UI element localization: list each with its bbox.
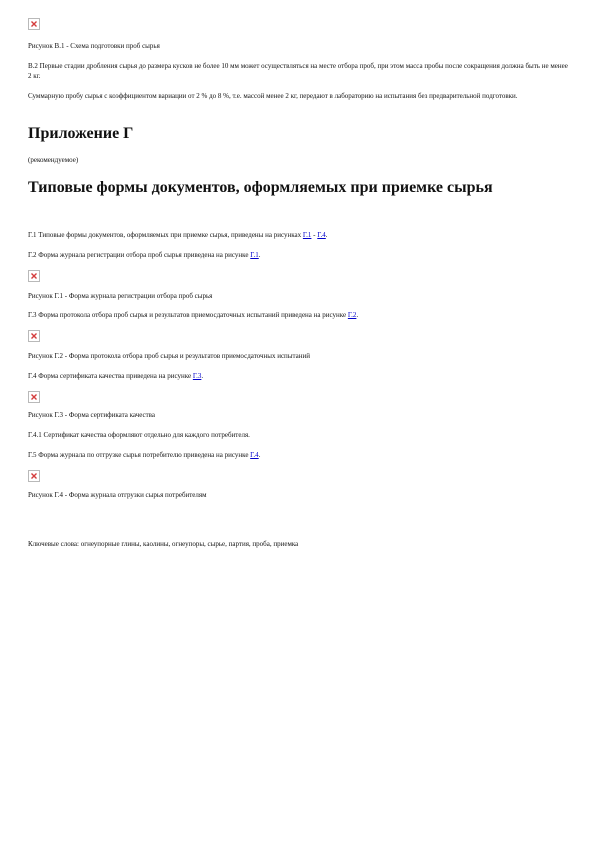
- paragraph-g4: [28, 371, 203, 381]
- link-figure-g4[interactable]: Г.4: [317, 231, 326, 239]
- paragraph-sample: Суммарную пробу сырья с коэффициентом вариации от 2 % до 8 %, т.е. массой менее 2 кг, передают в лабораторию на испытания без предварительной подготовки.: [28, 92, 518, 100]
- paragraph-g1-text: Г.1 Типовые формы документов, оформляемых при приемке сырья, приведены на рисунках: [28, 231, 303, 239]
- broken-image-icon: [28, 270, 40, 282]
- appendix-note: (рекомендуемое): [28, 156, 79, 164]
- broken-image-icon: [28, 391, 40, 403]
- figure-caption-b1: Рисунок В.1 - Схема подготовки проб сырья: [28, 42, 160, 50]
- figure-caption-g2: Рисунок Г.2 - Форма протокола отбора проб сырья и результатов приемосдаточных испытаний: [28, 352, 310, 360]
- link-figure-g2[interactable]: Г.2: [347, 311, 357, 319]
- paragraph-g2-text: Г.2 Форма журнала регистрации отбора проб сырья приведена на рисунке: [28, 251, 251, 259]
- paragraph-g4-end: .: [201, 372, 204, 380]
- figure-caption-g4: Рисунок Г.4 - Форма журнала отгрузки сырья потребителям: [28, 491, 207, 499]
- section-title: Типовые формы документов, оформляемых при приемке сырья: [28, 179, 493, 196]
- broken-image-icon: [28, 470, 40, 482]
- figure-caption-g1: Рисунок Г.1 - Форма журнала регистрации отбора проб сырья: [28, 292, 213, 300]
- paragraph-g1-dash: -: [311, 231, 318, 239]
- paragraph-g1-end: .: [325, 231, 328, 239]
- paragraph-g4-text: Г.4 Форма сертификата качества приведена на рисунке: [28, 372, 193, 380]
- paragraph-g2-end: .: [258, 251, 261, 259]
- broken-image-icon: [28, 18, 40, 30]
- link-figure-g4-b[interactable]: Г.4: [250, 451, 259, 459]
- link-figure-g1[interactable]: Г.1: [302, 231, 312, 239]
- appendix-title: Приложение Г: [28, 125, 134, 142]
- figure-caption-g3: Рисунок Г.3 - Форма сертификата качества: [28, 411, 155, 419]
- paragraph-g3: [28, 310, 358, 320]
- paragraph-g1: [28, 230, 328, 240]
- paragraph-g3-text: Г.3 Форма протокола отбора проб сырья и результатов приемосдаточных испытаний приведена на рисунке: [28, 311, 348, 319]
- link-figure-g1-b[interactable]: Г.1: [250, 251, 259, 259]
- paragraph-g5-text: Г.5 Форма журнала по отгрузке сырья потребителю приведена на рисунке: [28, 451, 251, 459]
- broken-image-icon: [28, 330, 40, 342]
- paragraph-g5-end: .: [258, 451, 261, 459]
- paragraph-g5: [28, 450, 260, 460]
- paragraph-g41: Г.4.1 Сертификат качества оформляют отдельно для каждого потребителя.: [28, 431, 250, 439]
- link-figure-g3[interactable]: Г.3: [192, 372, 202, 380]
- paragraph-g2: [28, 250, 261, 260]
- paragraph-b2: В.2 Первые стадии дробления сырья до размера кусков не более 10 мм может осуществляться на месте отбора проб, при этом масса пробы после сокращения должна быть не менее 2 кг.: [28, 62, 568, 80]
- keywords: Ключевые слова: огнеупорные глины, каолины, огнеупоры, сырье, партия, проба, приемка: [28, 540, 299, 548]
- paragraph-g3-end: .: [356, 311, 359, 319]
